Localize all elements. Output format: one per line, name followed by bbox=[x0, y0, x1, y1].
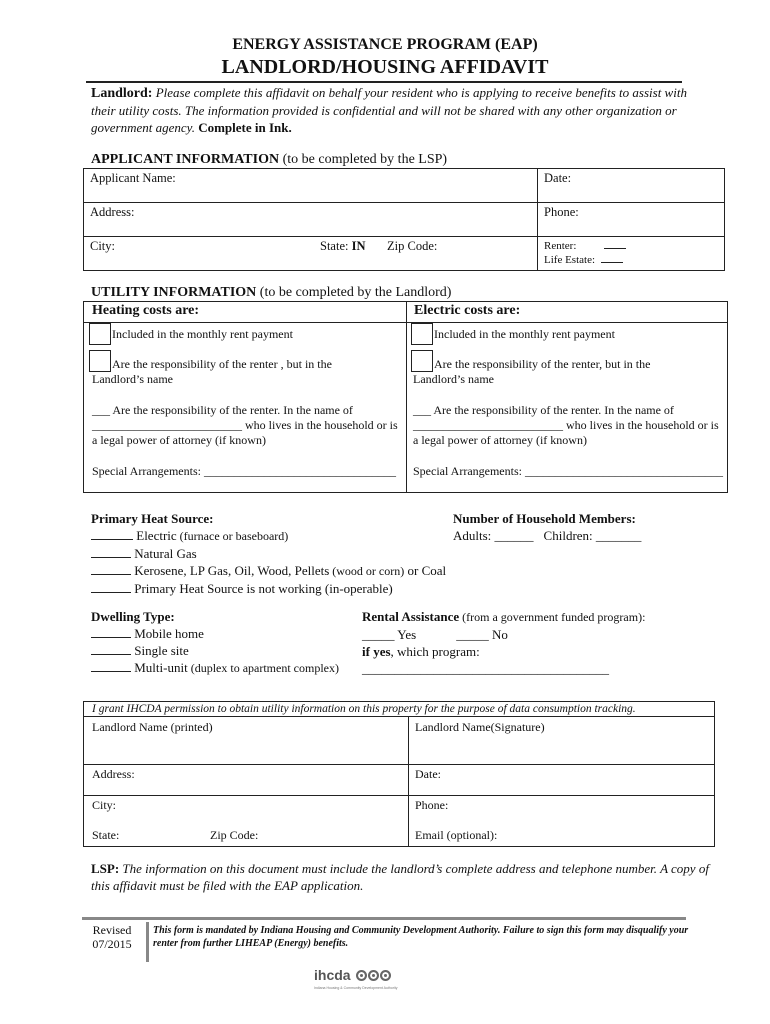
heating-renter-landlord-label-1: Are the responsibility of the renter , but in the bbox=[112, 357, 332, 371]
revised-label: Revised bbox=[92, 923, 132, 937]
dwelling-multi-blank[interactable] bbox=[91, 662, 131, 672]
electric-included-checkbox[interactable] bbox=[411, 323, 433, 345]
landlord-name-printed-field[interactable]: Landlord Name (printed) bbox=[92, 720, 213, 734]
applicant-phone-field[interactable] bbox=[538, 203, 725, 237]
rental-section bbox=[362, 608, 722, 677]
rental-if-yes: if yes bbox=[362, 644, 391, 659]
revision-block bbox=[84, 923, 140, 951]
dwelling-single-blank[interactable] bbox=[91, 645, 131, 655]
heating-special-arrangements[interactable]: Special Arrangements: ________________________________ bbox=[92, 464, 396, 478]
landlord-name-signature-field[interactable]: Landlord Name(Signature) bbox=[415, 720, 545, 734]
intro-body: Please complete this affidavit on behalf your resident who is applying to receive benefits to assist with their utility costs. The information provided is confidential and will not be shared with any other organization or government agency. bbox=[91, 85, 687, 135]
heating-renter-landlord-checkbox[interactable] bbox=[89, 350, 111, 372]
sig-column-divider bbox=[408, 716, 409, 846]
dwelling-multi-note: (duplex to apartment complex) bbox=[187, 661, 339, 675]
heating-included-label: Included in the monthly rent payment bbox=[112, 327, 293, 341]
lsp-lead: LSP: bbox=[91, 861, 120, 876]
landlord-address-field[interactable]: Address: bbox=[92, 767, 135, 781]
heat-gas-label: Natural Gas bbox=[131, 546, 197, 561]
sig-rule-2 bbox=[84, 764, 714, 765]
footer-rule bbox=[82, 917, 686, 920]
rental-heading: Rental Assistance bbox=[362, 609, 460, 624]
heat-electric-note: (furnace or baseboard) bbox=[176, 529, 289, 543]
electric-renter-landlord-checkbox[interactable] bbox=[411, 350, 433, 372]
applicant-state-label: State: bbox=[320, 239, 352, 253]
heat-source-electric[interactable] bbox=[91, 527, 446, 545]
applicant-name-field[interactable] bbox=[84, 169, 538, 203]
dwelling-mobile-label: Mobile home bbox=[131, 626, 204, 641]
rental-program-line[interactable] bbox=[362, 643, 722, 677]
applicant-address-label: Address: bbox=[90, 205, 135, 219]
household-counts bbox=[453, 527, 641, 544]
ihcda-logo bbox=[314, 967, 398, 990]
electric-renter-landlord-label-2: Landlord’s name bbox=[413, 372, 494, 386]
rental-program: , which program: ______________________________________ bbox=[362, 644, 609, 676]
heat-source-heading: Primary Heat Source: bbox=[91, 511, 214, 526]
logo-subtitle: Indiana Housing & Community Development Authority bbox=[314, 986, 398, 990]
heating-renter-name-line-2[interactable]: _________________________ who lives in the household or is bbox=[92, 418, 398, 432]
heating-renter-landlord-label-2: Landlord’s name bbox=[92, 372, 173, 386]
sig-rule-1 bbox=[84, 716, 714, 717]
intro-emphasis: Complete in Ink. bbox=[198, 120, 292, 135]
dwelling-mobile[interactable] bbox=[91, 625, 339, 642]
utility-heading-bold: UTILITY INFORMATION bbox=[91, 285, 257, 300]
renter-blank[interactable] bbox=[604, 239, 626, 249]
intro-paragraph bbox=[91, 84, 691, 136]
rental-heading-line bbox=[362, 608, 722, 626]
heating-included-checkbox[interactable] bbox=[89, 323, 111, 345]
heat-source-natural-gas[interactable] bbox=[91, 545, 446, 562]
applicant-state-value: IN bbox=[351, 239, 366, 253]
dwelling-multi[interactable] bbox=[91, 659, 339, 677]
footer-divider bbox=[146, 922, 149, 962]
sig-rule-3 bbox=[84, 795, 714, 796]
lsp-body: The information on this document must include the landlord’s complete address and telephone number. A copy of this affidavit must be filed with the EAP application. bbox=[91, 861, 709, 893]
electric-renter-name-line-2[interactable]: _________________________ who lives in the household or is bbox=[413, 418, 719, 432]
form-title-affidavit: LANDLORD/HOUSING AFFIDAVIT bbox=[221, 56, 549, 78]
electric-header: Electric costs are: bbox=[414, 303, 521, 318]
applicant-phone-label: Phone: bbox=[544, 205, 579, 219]
logo-wordmark: ihcda bbox=[314, 967, 351, 983]
electric-renter-name-line-1[interactable]: ___ Are the responsibility of the renter. In the name of bbox=[413, 403, 674, 417]
intro-lead: Landlord: bbox=[91, 86, 153, 101]
utility-table bbox=[83, 301, 728, 493]
electric-renter-landlord-label-1: Are the responsibility of the renter, but in the bbox=[434, 357, 651, 371]
dwelling-heading: Dwelling Type: bbox=[91, 609, 175, 624]
renter-line bbox=[544, 239, 718, 253]
heat-electric-blank[interactable] bbox=[91, 530, 133, 540]
heating-renter-name-line-1[interactable]: ___ Are the responsibility of the renter. In the name of bbox=[92, 403, 353, 417]
applicant-table bbox=[83, 168, 725, 271]
landlord-date-field[interactable]: Date: bbox=[415, 767, 441, 781]
rental-yes[interactable]: _____ Yes bbox=[362, 627, 417, 642]
heating-renter-name-line-3: a legal power of attorney (if known) bbox=[92, 433, 266, 447]
household-section bbox=[453, 510, 641, 544]
renter-label: Renter: bbox=[544, 240, 577, 252]
landlord-signature-table bbox=[83, 701, 715, 847]
dwelling-single[interactable] bbox=[91, 642, 339, 659]
applicant-city-label: City: bbox=[90, 239, 116, 253]
landlord-email-field[interactable]: Email (optional): bbox=[415, 828, 498, 842]
heat-electric-label: Electric bbox=[133, 528, 177, 543]
applicant-tenure-field[interactable] bbox=[538, 237, 725, 271]
landlord-zip-field[interactable]: Zip Code: bbox=[210, 828, 259, 842]
heat-kerosene-blank[interactable] bbox=[91, 565, 131, 575]
heating-header: Heating costs are: bbox=[92, 303, 200, 318]
landlord-state-field[interactable]: State: bbox=[92, 828, 120, 842]
permission-statement: I grant IHCDA permission to obtain utility information on this property for the purpose of data consumption tracking. bbox=[92, 703, 636, 715]
heat-notworking-label: Primary Heat Source is not working (in-operable) bbox=[131, 581, 393, 596]
household-heading: Number of Household Members: bbox=[453, 511, 636, 526]
life-estate-label: Life Estate: bbox=[544, 254, 596, 266]
heat-source-section bbox=[91, 510, 446, 597]
applicant-date-label: Date: bbox=[544, 171, 572, 185]
electric-renter-name-line-3: a legal power of attorney (if known) bbox=[413, 433, 587, 447]
form-title-program: ENERGY ASSISTANCE PROGRAM (EAP) bbox=[232, 36, 538, 53]
applicant-address-field[interactable] bbox=[84, 203, 538, 237]
rental-heading-note: (from a government funded program): bbox=[459, 610, 646, 624]
revised-date: 07/2015 bbox=[92, 937, 132, 951]
landlord-city-field[interactable]: City: bbox=[92, 798, 117, 812]
heat-kerosene-tail: or Coal bbox=[404, 563, 447, 578]
household-children[interactable]: Children: _______ bbox=[543, 528, 642, 543]
title-rule bbox=[86, 81, 682, 83]
utility-column-divider bbox=[406, 302, 407, 492]
electric-special-arrangements[interactable]: Special Arrangements: _________________________________ bbox=[413, 464, 723, 478]
applicant-heading bbox=[91, 152, 447, 168]
rental-yes-no bbox=[362, 626, 722, 643]
heat-kerosene-label: Kerosene, LP Gas, Oil, Wood, Pellets bbox=[131, 563, 330, 578]
logo-circle-icon-2 bbox=[368, 970, 379, 981]
utility-heading-note: (to be completed by the Landlord) bbox=[256, 285, 452, 300]
dwelling-multi-label: Multi-unit bbox=[131, 660, 188, 675]
applicant-name-label: Applicant Name: bbox=[90, 171, 176, 185]
life-estate-line bbox=[544, 253, 718, 267]
landlord-phone-field[interactable]: Phone: bbox=[415, 798, 449, 812]
rental-no[interactable]: _____ No bbox=[456, 627, 508, 642]
footer-notice: This form is mandated by Indiana Housing and Community Development Authority. Failure to sign this form may disqualify your renter from further LIHEAP (Energy) benefits. bbox=[153, 925, 689, 949]
life-estate-blank[interactable] bbox=[601, 253, 623, 263]
heat-gas-blank[interactable] bbox=[91, 548, 131, 558]
heat-source-kerosene[interactable] bbox=[91, 562, 446, 580]
logo-circle-icon-3 bbox=[380, 970, 391, 981]
dwelling-mobile-blank[interactable] bbox=[91, 628, 131, 638]
applicant-heading-note: (to be completed by the LSP) bbox=[279, 152, 448, 167]
applicant-state bbox=[320, 239, 366, 254]
applicant-heading-bold: APPLICANT INFORMATION bbox=[91, 152, 280, 167]
lsp-note bbox=[91, 860, 711, 894]
dwelling-single-label: Single site bbox=[131, 643, 189, 658]
household-adults[interactable]: Adults: ______ bbox=[453, 528, 534, 543]
heat-source-not-working[interactable] bbox=[91, 580, 446, 597]
utility-heading bbox=[91, 285, 451, 301]
heat-kerosene-note: (wood or corn) bbox=[329, 564, 405, 578]
logo-circle-icon-1 bbox=[356, 970, 367, 981]
applicant-zip-label: Zip Code: bbox=[387, 239, 438, 253]
heat-notworking-blank[interactable] bbox=[91, 583, 131, 593]
applicant-date-field[interactable] bbox=[538, 169, 725, 203]
applicant-city-state-zip-field[interactable] bbox=[84, 237, 538, 271]
dwelling-section bbox=[91, 608, 339, 677]
electric-included-label: Included in the monthly rent payment bbox=[434, 327, 615, 341]
